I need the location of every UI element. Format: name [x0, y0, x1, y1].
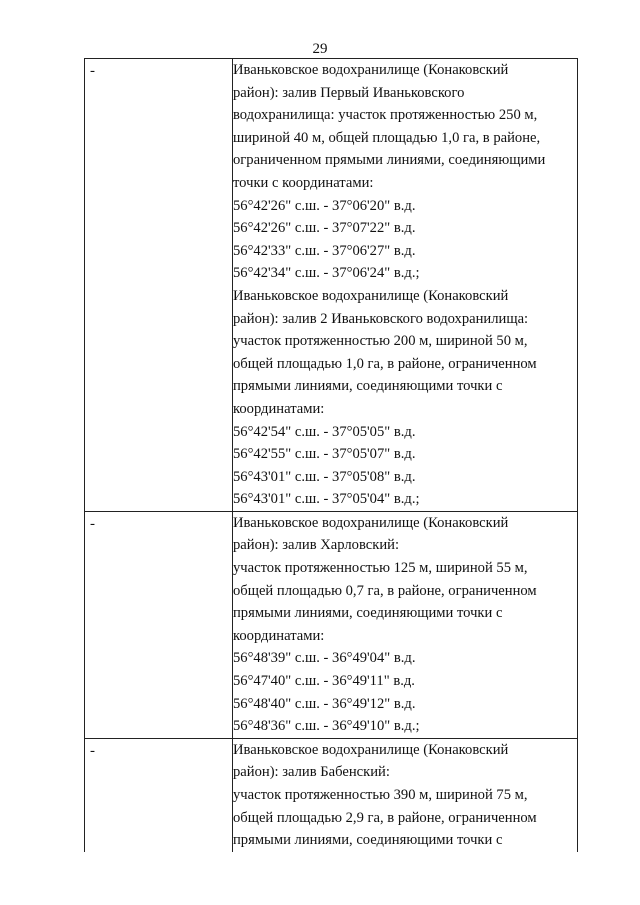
description-line: водохранилища: участок протяженностью 250 м,	[233, 107, 538, 124]
description-line: район): залив Первый Иваньковского	[233, 84, 465, 101]
description-line: координатами:	[233, 627, 325, 644]
description-line: точки с координатами:	[233, 174, 374, 191]
row-description-cell	[233, 59, 578, 512]
description-line: 56°42'54" с.ш. - 37°05'05" в.д.	[233, 423, 416, 440]
description-line: 56°42'34" с.ш. - 37°06'24" в.д.;	[233, 265, 420, 282]
description-line: прямыми линиями, соединяющими точки с	[233, 605, 503, 622]
table-row	[85, 738, 578, 851]
description-line: 56°43'01" с.ш. - 37°05'08" в.д.	[233, 468, 416, 485]
row-dash-mark: -	[90, 515, 95, 532]
description-line: координатами:	[233, 400, 325, 417]
page-number: 29	[312, 41, 328, 57]
description-line: район): залив Бабенский:	[233, 764, 390, 781]
row-dash-mark: -	[90, 742, 95, 759]
row-description-cell	[233, 738, 578, 851]
row-mark-cell	[85, 511, 233, 738]
description-line: район): залив 2 Иваньковского водохранилища:	[233, 310, 529, 327]
description-line: 56°47'40" с.ш. - 36°49'11" в.д.	[233, 673, 415, 690]
description-line: участок протяженностью 390 м, шириной 75 м,	[233, 787, 528, 803]
row-mark-cell	[85, 738, 233, 851]
description-line: шириной 40 м, общей площадью 1,0 га, в районе,	[233, 129, 541, 146]
description-line: 56°42'33" с.ш. - 37°06'27" в.д.	[233, 242, 416, 259]
description-line: 56°43'01" с.ш. - 37°05'04" в.д.;	[233, 491, 420, 508]
description-line: 56°42'26" с.ш. - 37°06'20" в.д.	[233, 197, 416, 214]
description-line: Иваньковское водохранилище (Конаковский	[233, 741, 509, 758]
description-line: общей площадью 0,7 га, в районе, ограниченном	[233, 582, 537, 599]
row-mark-cell	[85, 59, 233, 512]
description-line: 56°42'55" с.ш. - 37°05'07" в.д.	[233, 446, 416, 463]
description-line: ограниченном прямыми линиями, соединяющими	[233, 152, 546, 169]
description-line: участок протяженностью 200 м, шириной 50 м,	[233, 333, 528, 350]
description-line: 56°48'40" с.ш. - 36°49'12" в.д.	[233, 695, 416, 712]
row-dash-mark: -	[90, 63, 95, 79]
description-line: 56°48'39" с.ш. - 36°49'04" в.д.	[233, 650, 416, 667]
reservoir-areas-table	[84, 58, 578, 852]
description-line: 56°48'36" с.ш. - 36°49'10" в.д.;	[233, 718, 420, 735]
description-line: Иваньковское водохранилище (Конаковский	[233, 287, 509, 304]
description-line: Иваньковское водохранилище (Конаковский	[233, 514, 509, 531]
description-line: 56°42'26" с.ш. - 37°07'22" в.д.	[233, 220, 416, 237]
description-line: прямыми линиями, соединяющими точки с	[233, 832, 503, 849]
row-description-cell	[233, 511, 578, 738]
description-line: участок протяженностью 125 м, шириной 55 м,	[233, 560, 528, 577]
description-line: общей площадью 2,9 га, в районе, ограниченном	[233, 809, 537, 826]
description-line: общей площадью 1,0 га, в районе, ограниченном	[233, 355, 537, 372]
description-line: район): залив Харловский:	[233, 537, 400, 554]
table-row	[85, 511, 578, 738]
table-row	[85, 59, 578, 512]
table-body	[85, 59, 578, 852]
description-line: прямыми линиями, соединяющими точки с	[233, 378, 503, 395]
description-line: Иваньковское водохранилище (Конаковский	[233, 62, 509, 78]
